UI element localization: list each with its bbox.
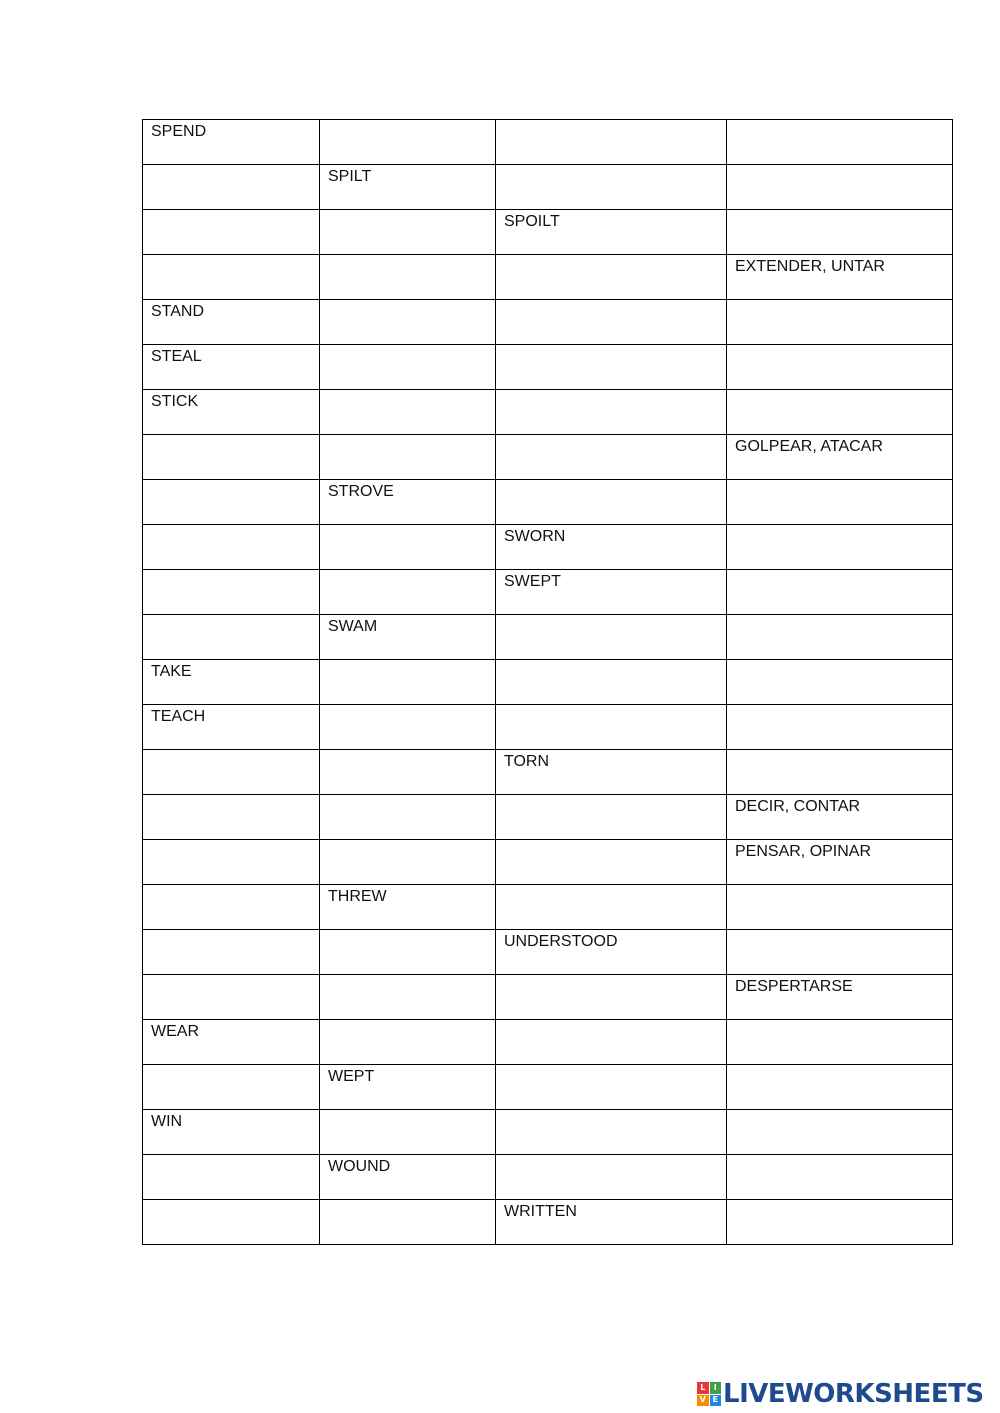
cell-infinitive[interactable] [143, 570, 320, 615]
logo-mark-letter: E [710, 1395, 722, 1407]
cell-past-participle[interactable] [496, 615, 727, 660]
cell-text [735, 660, 944, 661]
cell-past-simple[interactable] [320, 255, 496, 300]
cell-translation[interactable] [727, 1065, 953, 1110]
cell-text [151, 570, 311, 571]
cell-past-simple[interactable] [320, 930, 496, 975]
cell-translation[interactable] [727, 750, 953, 795]
cell-translation[interactable] [727, 210, 953, 255]
cell-text [735, 1155, 944, 1156]
cell-past-simple[interactable] [320, 300, 496, 345]
cell-translation[interactable] [727, 1155, 953, 1200]
cell-text [735, 1020, 944, 1021]
cell-text [151, 435, 311, 436]
cell-text: WEAR [151, 1023, 199, 1040]
cell-text [504, 165, 718, 166]
cell-past-participle[interactable] [496, 1065, 727, 1110]
table-row [143, 210, 953, 255]
cell-text: SPOILT [504, 213, 560, 230]
cell-text [735, 120, 944, 121]
cell-text [504, 345, 718, 346]
cell-text [735, 570, 944, 571]
cell-text [151, 210, 311, 211]
cell-text [328, 795, 487, 796]
cell-infinitive[interactable] [143, 525, 320, 570]
table-row [143, 1065, 953, 1110]
cell-text: PENSAR, OPINAR [735, 843, 872, 860]
table-row [143, 840, 953, 885]
liveworksheets-logo [697, 1379, 984, 1409]
cell-text: TORN [504, 753, 550, 770]
cell-infinitive[interactable] [143, 930, 320, 975]
cell-text: TEACH [151, 708, 206, 725]
cell-past-participle[interactable] [496, 345, 727, 390]
logo-mark-letter: L [697, 1382, 709, 1394]
cell-text [735, 885, 944, 886]
cell-past-simple[interactable] [320, 210, 496, 255]
cell-text [151, 795, 311, 796]
cell-past-participle [496, 930, 727, 975]
cell-past-simple [320, 885, 496, 930]
cell-text [328, 255, 487, 256]
logo-mark-letter: I [710, 1382, 722, 1394]
cell-text [328, 840, 487, 841]
cell-text [504, 1020, 718, 1021]
cell-past-participle [496, 570, 727, 615]
cell-translation[interactable] [727, 570, 953, 615]
cell-past-participle[interactable] [496, 165, 727, 210]
cell-text [735, 615, 944, 616]
cell-past-simple[interactable] [320, 435, 496, 480]
cell-text [504, 840, 718, 841]
table-row [143, 345, 953, 390]
cell-infinitive [143, 660, 320, 705]
table-row [143, 1200, 953, 1245]
cell-infinitive[interactable] [143, 255, 320, 300]
cell-text [328, 525, 487, 526]
cell-infinitive[interactable] [143, 750, 320, 795]
cell-text: STICK [151, 393, 199, 410]
cell-text [328, 435, 487, 436]
cell-translation[interactable] [727, 930, 953, 975]
cell-text [151, 255, 311, 256]
cell-text: WOUND [328, 1158, 391, 1175]
cell-infinitive[interactable] [143, 795, 320, 840]
cell-infinitive[interactable] [143, 615, 320, 660]
cell-past-simple[interactable] [320, 750, 496, 795]
cell-infinitive[interactable] [143, 1155, 320, 1200]
cell-translation [727, 435, 953, 480]
cell-text: TAKE [151, 663, 192, 680]
table-row [143, 300, 953, 345]
cell-past-participle [496, 525, 727, 570]
cell-text [151, 480, 311, 481]
table-row [143, 570, 953, 615]
cell-text [504, 660, 718, 661]
cell-translation[interactable] [727, 1020, 953, 1065]
cell-text: DECIR, CONTAR [735, 798, 861, 815]
cell-past-participle[interactable] [496, 705, 727, 750]
cell-text [151, 615, 311, 616]
cell-text [328, 930, 487, 931]
cell-text [735, 345, 944, 346]
cell-past-simple[interactable] [320, 525, 496, 570]
cell-translation [727, 795, 953, 840]
cell-text: STEAL [151, 348, 202, 365]
cell-text [328, 975, 487, 976]
table-row [143, 660, 953, 705]
cell-text [328, 570, 487, 571]
cell-past-simple [320, 165, 496, 210]
cell-translation[interactable] [727, 660, 953, 705]
cell-translation[interactable] [727, 885, 953, 930]
cell-text: SWEPT [504, 573, 561, 590]
cell-infinitive [143, 705, 320, 750]
cell-translation [727, 255, 953, 300]
cell-translation[interactable] [727, 705, 953, 750]
cell-text [328, 1110, 487, 1111]
cell-infinitive[interactable] [143, 975, 320, 1020]
cell-past-participle[interactable] [496, 255, 727, 300]
table-row [143, 930, 953, 975]
table-row [143, 885, 953, 930]
cell-past-participle[interactable] [496, 1155, 727, 1200]
cell-text [151, 930, 311, 931]
cell-past-participle[interactable] [496, 660, 727, 705]
cell-text [328, 345, 487, 346]
cell-past-simple[interactable] [320, 1110, 496, 1155]
table-row [143, 255, 953, 300]
table-row [143, 390, 953, 435]
cell-text [504, 1155, 718, 1156]
cell-past-simple[interactable] [320, 705, 496, 750]
cell-past-simple[interactable] [320, 840, 496, 885]
cell-text [504, 480, 718, 481]
cell-infinitive [143, 1020, 320, 1065]
table-row [143, 525, 953, 570]
table-row [143, 1020, 953, 1065]
cell-translation[interactable] [727, 480, 953, 525]
cell-past-participle[interactable] [496, 120, 727, 165]
cell-past-participle[interactable] [496, 300, 727, 345]
cell-past-participle[interactable] [496, 1020, 727, 1065]
cell-text [328, 660, 487, 661]
cell-translation [727, 840, 953, 885]
cell-text [735, 525, 944, 526]
cell-infinitive[interactable] [143, 480, 320, 525]
liveworksheets-logo-text: LIVEWORKSHEETS [723, 1379, 984, 1409]
cell-text: SPEND [151, 123, 207, 140]
cell-past-participle[interactable] [496, 795, 727, 840]
cell-text [735, 300, 944, 301]
cell-text [735, 1065, 944, 1066]
cell-text [328, 705, 487, 706]
cell-text [328, 120, 487, 121]
verb-table-body [143, 120, 953, 1245]
cell-text [735, 210, 944, 211]
cell-translation[interactable] [727, 120, 953, 165]
cell-text: GOLPEAR, ATACAR [735, 438, 883, 455]
cell-translation[interactable] [727, 390, 953, 435]
cell-past-simple [320, 1155, 496, 1200]
cell-translation [727, 975, 953, 1020]
cell-infinitive[interactable] [143, 210, 320, 255]
cell-infinitive [143, 345, 320, 390]
cell-text: SWAM [328, 618, 378, 635]
table-row [143, 705, 953, 750]
cell-text [504, 615, 718, 616]
cell-infinitive[interactable] [143, 1065, 320, 1110]
cell-text [735, 480, 944, 481]
irregular-verbs-table [142, 119, 953, 1245]
cell-text [151, 885, 311, 886]
cell-text [328, 1020, 487, 1021]
cell-text [151, 750, 311, 751]
cell-text: STAND [151, 303, 205, 320]
cell-translation[interactable] [727, 300, 953, 345]
cell-text [151, 1065, 311, 1066]
cell-past-simple[interactable] [320, 345, 496, 390]
cell-text [504, 390, 718, 391]
cell-text [151, 525, 311, 526]
cell-translation[interactable] [727, 1200, 953, 1245]
cell-infinitive [143, 120, 320, 165]
cell-translation[interactable] [727, 1110, 953, 1155]
cell-translation[interactable] [727, 525, 953, 570]
cell-text [735, 1200, 944, 1201]
cell-past-simple[interactable] [320, 390, 496, 435]
table-row [143, 1155, 953, 1200]
cell-past-participle[interactable] [496, 390, 727, 435]
cell-translation[interactable] [727, 615, 953, 660]
cell-text [151, 165, 311, 166]
cell-infinitive [143, 1110, 320, 1155]
table-row [143, 615, 953, 660]
table-row [143, 750, 953, 795]
cell-infinitive[interactable] [143, 165, 320, 210]
cell-text [735, 165, 944, 166]
cell-infinitive[interactable] [143, 840, 320, 885]
cell-text: THREW [328, 888, 387, 905]
cell-translation[interactable] [727, 165, 953, 210]
cell-past-participle[interactable] [496, 480, 727, 525]
cell-past-simple[interactable] [320, 120, 496, 165]
cell-past-simple[interactable] [320, 1020, 496, 1065]
cell-past-participle[interactable] [496, 840, 727, 885]
cell-text [735, 750, 944, 751]
table-row [143, 480, 953, 525]
cell-past-simple [320, 1065, 496, 1110]
cell-text [504, 705, 718, 706]
cell-past-participle[interactable] [496, 435, 727, 480]
cell-text [328, 300, 487, 301]
table-row [143, 435, 953, 480]
cell-text [735, 1110, 944, 1111]
table-row [143, 975, 953, 1020]
cell-text [151, 975, 311, 976]
cell-text [328, 750, 487, 751]
cell-text: UNDERSTOOD [504, 933, 618, 950]
cell-text [504, 120, 718, 121]
cell-text [504, 975, 718, 976]
cell-past-simple [320, 615, 496, 660]
cell-text [328, 210, 487, 211]
cell-text [735, 930, 944, 931]
cell-past-participle [496, 750, 727, 795]
cell-past-participle[interactable] [496, 885, 727, 930]
cell-translation[interactable] [727, 345, 953, 390]
cell-infinitive[interactable] [143, 885, 320, 930]
cell-text [151, 1200, 311, 1201]
cell-text [504, 795, 718, 796]
cell-text [504, 255, 718, 256]
cell-infinitive[interactable] [143, 1200, 320, 1245]
cell-infinitive [143, 390, 320, 435]
cell-text: WEPT [328, 1068, 375, 1085]
cell-text [504, 1110, 718, 1111]
cell-text [504, 885, 718, 886]
logo-mark-letter: V [697, 1395, 709, 1407]
cell-text [328, 390, 487, 391]
liveworksheets-logo-icon [697, 1382, 721, 1406]
table-row [143, 795, 953, 840]
cell-text: EXTENDER, UNTAR [735, 258, 885, 275]
cell-text: WRITTEN [504, 1203, 577, 1220]
table-row [143, 120, 953, 165]
cell-past-participle [496, 1200, 727, 1245]
cell-text [735, 705, 944, 706]
cell-infinitive[interactable] [143, 435, 320, 480]
cell-text: STROVE [328, 483, 394, 500]
cell-past-simple[interactable] [320, 975, 496, 1020]
table-row [143, 165, 953, 210]
cell-text: WIN [151, 1113, 183, 1130]
cell-past-participle[interactable] [496, 975, 727, 1020]
cell-text [504, 300, 718, 301]
cell-text [151, 840, 311, 841]
cell-text [735, 390, 944, 391]
cell-text [504, 1065, 718, 1066]
cell-text: SPILT [328, 168, 372, 185]
cell-past-participle [496, 210, 727, 255]
cell-text [328, 1200, 487, 1201]
cell-past-simple[interactable] [320, 1200, 496, 1245]
cell-infinitive [143, 300, 320, 345]
cell-past-participle[interactable] [496, 1110, 727, 1155]
cell-text: DESPERTARSE [735, 978, 853, 995]
cell-past-simple[interactable] [320, 660, 496, 705]
cell-past-simple[interactable] [320, 795, 496, 840]
cell-text [504, 435, 718, 436]
cell-past-simple [320, 480, 496, 525]
cell-past-simple[interactable] [320, 570, 496, 615]
cell-text [151, 1155, 311, 1156]
table-row [143, 1110, 953, 1155]
cell-text: SWORN [504, 528, 566, 545]
